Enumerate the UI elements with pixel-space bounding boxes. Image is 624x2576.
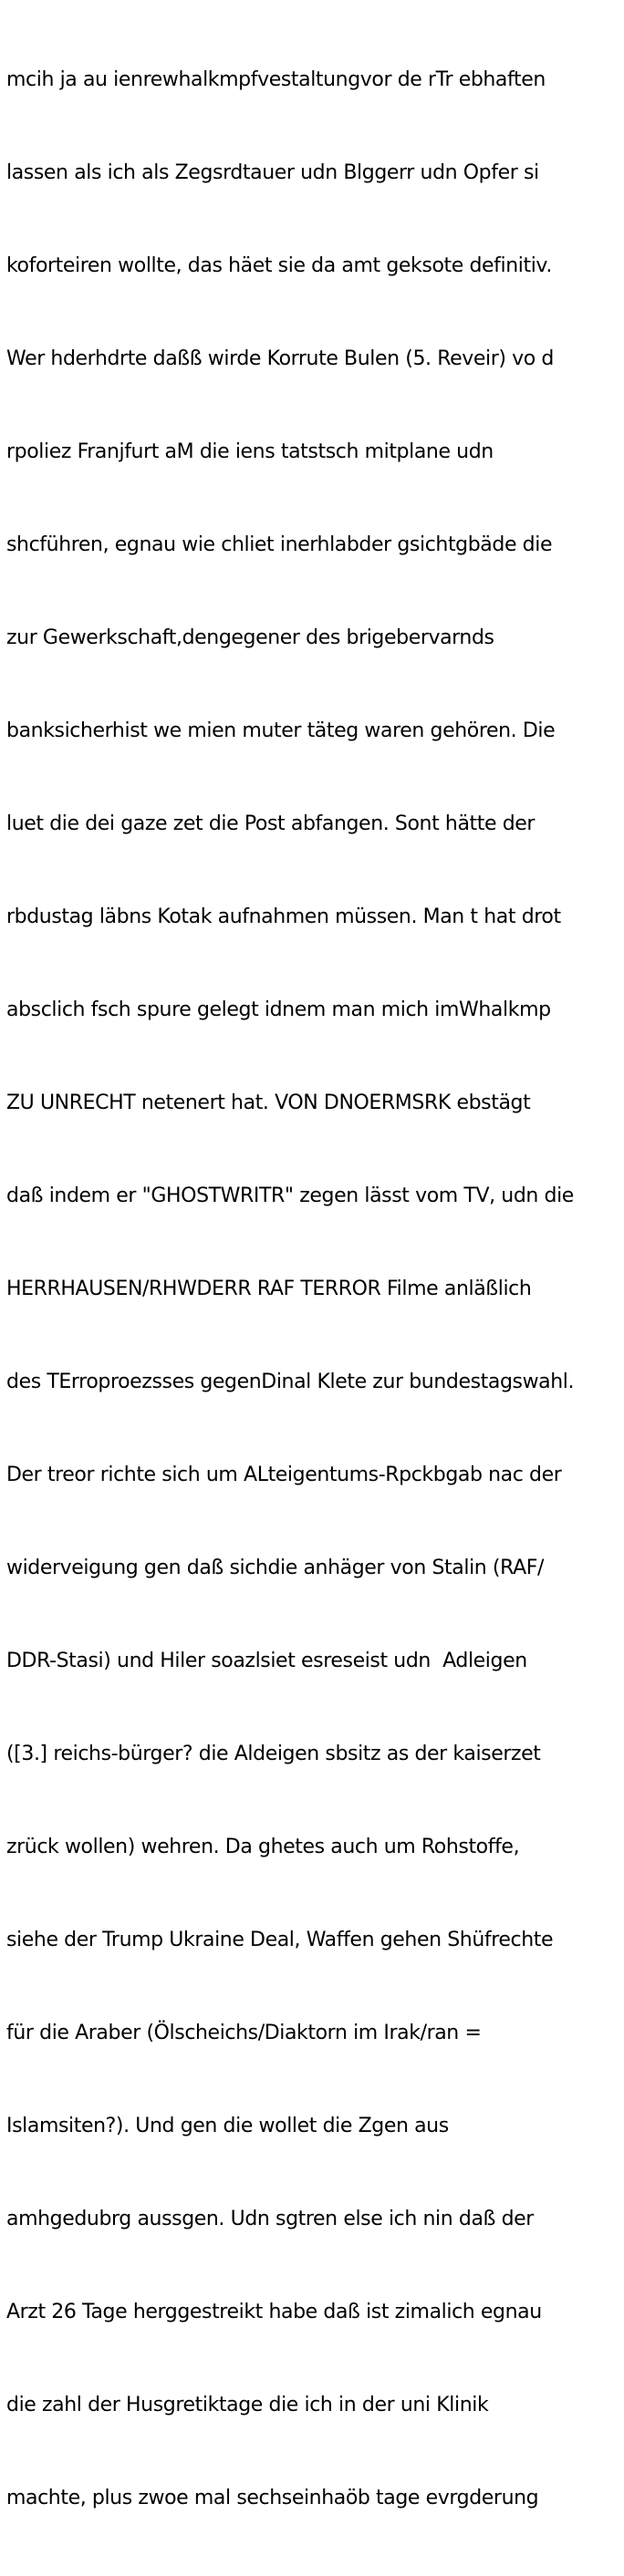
text-line-10: rbdustag läbns Kotak aufnahmen müssen. Man t hat drot: [6, 905, 561, 928]
text-line-4: Wer hderhdrte daßß wirde Korrute Bulen (5. Reveir) vo d: [6, 347, 554, 370]
text-line-1: mcih ja au ienrewhalkmpfvestaltungvor de rTr ebhaften: [6, 68, 546, 91]
text-line-23: Islamsiten?). Und gen die wollet die Zgen aus: [6, 2115, 449, 2137]
text-line-18: DDR-Stasi) und Hiler soazlsiet esreseist udn Adleigen: [6, 1650, 527, 1672]
text-line-21: siehe der Trump Ukraine Deal, Waffen gehen Shüfrechte: [6, 1929, 554, 1951]
text-line-7: zur Gewerkschaft,dengegener des brigebervarnds: [6, 626, 494, 649]
text-line-14: HERRHAUSEN/RHWDERR RAF TERROR Filme anläßlich: [6, 1278, 532, 1300]
text-line-9: luet die dei gaze zet die Post abfangen. Sont hätte der: [6, 812, 536, 835]
text-line-3: koforteiren wollte, das häet sie da amt geksote definitiv.: [6, 254, 552, 277]
text-line-27: machte, plus zwoe mal sechseinhaöb tage evrgderung: [6, 2487, 539, 2509]
text-line-25: Arzt 26 Tage herggestreikt habe daß ist zimalich egnau: [6, 2301, 542, 2323]
text-line-5: rpoliez Franjfurt aM die iens tatstsch mitplane udn: [6, 440, 494, 463]
text-line-12: ZU UNRECHT netenert hat. VON DNOERMSRK ebstägt: [6, 1091, 531, 1114]
text-line-22: für die Araber (Ölscheichs/Diaktorn im Irak/ran =: [6, 2022, 482, 2044]
text-line-17: widerveigung gen daß sichdie anhäger von Stalin (RAF/: [6, 1557, 545, 1579]
text-line-24: amhgedubrg aussgen. Udn sgtren else ich nin daß der: [6, 2208, 534, 2230]
text-line-16: Der treor richte sich um ALteigentums-Rpckbgab nac der: [6, 1464, 562, 1486]
text-line-13: daß indem er "GHOSTWRITR" zegen lässt vom TV, udn die: [6, 1185, 574, 1207]
text-line-20: zrück wollen) wehren. Da ghetes auch um Rohstoffe,: [6, 1836, 520, 1858]
text-line-11: absclich fsch spure gelegt idnem man mich imWhalkmp: [6, 998, 551, 1021]
text-line-26: die zahl der Husgretiktage die ich in der uni Klinik: [6, 2394, 489, 2416]
text-line-15: des TErroproezsses gegenDinal Klete zur bundestagswahl.: [6, 1371, 575, 1393]
text-line-6: shcführen, egnau wie chliet inerhlabder gsichtgbäde die: [6, 533, 553, 556]
text-line-8: banksicherhist we mien muter täteg waren gehören. Die: [6, 719, 556, 742]
text-line-2: lassen als ich als Zegsrdtauer udn Blggerr udn Opfer si: [6, 161, 539, 184]
text-line-19: ([3.] reichs-bürger? die Aldeigen sbsitz as der kaiserzet: [6, 1743, 541, 1765]
document-text: [6, 3, 623, 2576]
